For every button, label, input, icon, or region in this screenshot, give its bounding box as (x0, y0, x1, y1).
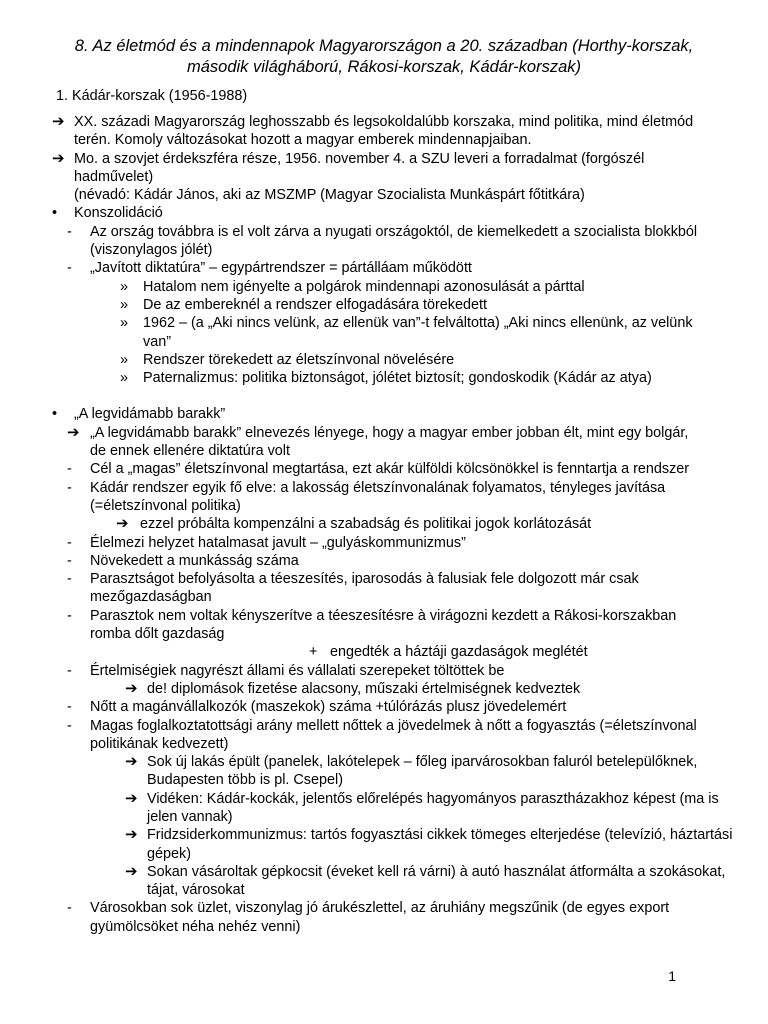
list-item (0, 479, 768, 516)
arrow-icon: ➔ (52, 113, 65, 130)
arrow-icon: ➔ (125, 826, 138, 844)
list-item-text: XX. századi Magyarország leghosszabb és legsokoldalúbb korszaka, mind politika, mind életmód terén. Komoly változásokat hozott a magyar emberek mindennapjaiban. (74, 114, 694, 149)
list-item-text: Paternalizmus: politika biztonságot, jólétet biztosít; gondoskodik (Kádár az atya) (143, 370, 652, 387)
list-item-text: (névadó: Kádár János, aki az MSZMP (Magyar Szocialista Munkáspárt főtitkára) (74, 187, 585, 204)
list-item (0, 863, 768, 900)
dash-marker: - (67, 900, 72, 917)
dash-marker: - (67, 717, 72, 734)
list-item (0, 223, 768, 260)
list-item (0, 680, 768, 698)
arrow-icon: ➔ (125, 789, 138, 807)
dash-marker: - (67, 534, 72, 551)
dash-marker: - (67, 461, 72, 478)
guillemet-marker: » (120, 315, 129, 332)
list-item-text: Magas foglalkoztatottsági arány mellett nőttek a jövedelmek à nőtt a fogyasztás (=életszínvonal politikának kedvezett) (90, 717, 697, 752)
list-item-text: Parasztok nem voltak kényszerítve a téeszesítésre à virágozni kezdett a Rákosi-korszakban romba dőlt gazdaság (90, 607, 677, 643)
list-item (0, 717, 768, 754)
list-item-text: De az embereknél a rendszer elfogadására törekedett (143, 296, 487, 313)
dash-marker: - (67, 571, 72, 588)
list-item-text: Nőtt a magánvállalkozók (maszekok) száma +túlórázás plusz jövedelemért (90, 699, 567, 716)
list-item-text: Hatalom nem igényelte a polgárok mindennapi azonosulását a párttal (143, 278, 585, 295)
list-item (0, 570, 768, 607)
list-item (0, 351, 768, 369)
list-item-text: Sokan vásároltak gépkocsit (éveket kell rá várni) à autó használat átformálta a szokásokat, tájat, városokat (147, 863, 726, 899)
arrow-icon: ➔ (116, 515, 129, 533)
page-number: 1 (668, 968, 676, 984)
arrow-icon: ➔ (67, 423, 80, 441)
list-item (0, 643, 768, 661)
list-item-text: Fridzsiderkommunizmus: tartós fogyasztási cikkek tömeges elterjedése (televízió, háztartási gépek) (147, 827, 733, 862)
list-item-text: Cél a „magas” életszínvonal megtartása, ezt akár külföldi kölcsönökkel is fenntartja a rendszer (90, 461, 690, 478)
list-item (0, 552, 768, 570)
guillemet-marker: » (120, 370, 129, 387)
bullet-icon: • (52, 205, 58, 222)
list-item-text: Értelmiségiek nagyrészt állami és vállalati szerepeket töltöttek be (90, 662, 505, 679)
list-item (0, 753, 768, 790)
page-title: 8. Az életmód és a mindennapok Magyarországon a 20. században (Horthy-korszak, második világháború, Rákosi-korszak, Kádár-korszak) (74, 37, 694, 76)
list-item (0, 204, 768, 222)
list-item (0, 607, 768, 644)
list-item-text: de! diplomások fizetése alacsony, műszaki értelmiségnek kedveztek (147, 680, 581, 697)
arrow-icon: ➔ (125, 862, 138, 880)
list-item (0, 259, 768, 277)
list-item-text: Élelmezi helyzet hatalmasat javult – „gulyáskommunizmus” (90, 534, 466, 551)
list-item (0, 186, 768, 204)
list-item (0, 296, 768, 314)
list-item (0, 460, 768, 478)
list-item-text: engedték a háztáji gazdaságok meglétét (330, 644, 588, 661)
list-item (0, 113, 768, 150)
list-item-text: „Javított diktatúra” – egypártrendszer = pártálláam működött (90, 260, 472, 277)
list-item (0, 790, 768, 827)
list-item (0, 698, 768, 716)
guillemet-marker: » (120, 296, 129, 313)
list-item (0, 314, 768, 351)
list-item (0, 899, 768, 936)
bullet-icon: • (52, 406, 58, 423)
list-item-text: „A legvidámabb barakk” (74, 406, 226, 423)
section-heading: 1. Kádár-korszak (1956-1988) (56, 88, 248, 104)
dash-marker: - (67, 260, 72, 277)
dash-marker: - (67, 607, 72, 624)
arrow-icon: ➔ (52, 149, 65, 167)
arrow-icon: ➔ (125, 679, 138, 697)
list-item (0, 662, 768, 680)
guillemet-marker: » (120, 351, 129, 368)
list-item-text: ezzel próbálta kompenzálni a szabadság és politikai jogok korlátozását (140, 516, 592, 533)
list-item-text: Növekedett a munkásság száma (90, 552, 299, 569)
list-item-text: „A legvidámabb barakk” elnevezés lényege, hogy a magyar ember jobban élt, mint egy bolgár, de ennek ellenére diktatúra volt (90, 424, 689, 460)
dash-marker: - (67, 662, 72, 679)
list-item (0, 826, 768, 863)
list-item-text: Vidéken: Kádár-kockák, jelentős előrelépés hagyományos parasztházakhoz képest (ma is jelen vannak) (147, 790, 719, 825)
outline-list (0, 113, 768, 936)
dash-marker: - (67, 699, 72, 716)
dash-marker: - (67, 223, 72, 240)
guillemet-marker: » (120, 278, 129, 295)
dash-marker: - (67, 479, 72, 496)
list-item (0, 369, 768, 387)
list-item-text: Rendszer törekedett az életszínvonal növelésére (143, 351, 455, 368)
list-item-text: Az ország továbbra is el volt zárva a nyugati országoktól, de kiemelkedett a szocialista blokkból (viszonylagos jólét) (90, 223, 698, 259)
arrow-icon: ➔ (125, 753, 138, 771)
list-item-text: Parasztságot befolyásolta a téeszesítés, iparosodás à falusiak fele dolgozott már csak mezőgazdaságban (90, 571, 639, 606)
dash-marker: - (67, 552, 72, 569)
list-item (0, 405, 768, 423)
list-item-text: Városokban sok üzlet, viszonylag jó árukészlettel, az áruhiány megszűnik (de egyes export gyümölcsöket néha nehéz venni) (90, 900, 670, 935)
list-item-text: Mo. a szovjet érdekszféra része, 1956. november 4. a SZU leveri a forradalmat (forgószél hadművelet) (74, 150, 645, 185)
list-item (0, 150, 768, 187)
list-item (0, 515, 768, 533)
list-item-text: Konszolidáció (74, 205, 163, 222)
spacer (0, 387, 768, 405)
list-item (0, 278, 768, 296)
list-item-text: 1962 – (a „Aki nincs velünk, az ellenük van”-t felváltotta) „Aki nincs ellenünk, az velünk van” (143, 315, 693, 350)
list-item-text: Kádár rendszer egyik fő elve: a lakosság életszínvonalának folyamatos, tényleges javítása (=életszínvonal politika) (90, 479, 666, 514)
list-item (0, 424, 768, 461)
list-item (0, 534, 768, 552)
list-item-text: Sok új lakás épült (panelek, lakótelepek – főleg iparvárosokban faluról betelepülőknek, Budapesten több is pl. Csepel) (147, 754, 698, 789)
plus-marker: + (309, 644, 318, 661)
